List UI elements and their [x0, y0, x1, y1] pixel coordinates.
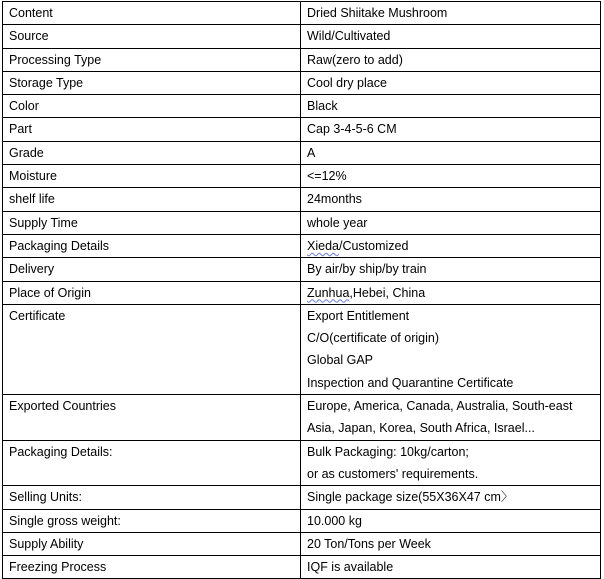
value-line: Asia, Japan, Korea, South Africa, Israel...: [307, 421, 535, 436]
row-label: Supply Ability: [3, 532, 301, 555]
table-row: [3, 486, 601, 509]
row-value: Single package size(55X36X47 cm〉: [301, 486, 601, 509]
table-row: [3, 556, 601, 579]
table-row: [3, 118, 601, 141]
row-value: Dried Shiitake Mushroom: [301, 2, 601, 25]
row-value: whole year: [301, 211, 601, 234]
row-value: 10.000 kg: [301, 509, 601, 532]
row-value: [301, 281, 601, 304]
row-value: IQF is available: [301, 556, 601, 579]
row-value: 24months: [301, 188, 601, 211]
row-value-text: /Customized: [338, 238, 409, 253]
row-label: Packaging Details:: [3, 440, 301, 486]
row-label: Processing Type: [3, 48, 301, 71]
row-label: Freezing Process: [3, 556, 301, 579]
row-value: [301, 395, 601, 441]
product-spec-table: [2, 1, 601, 579]
row-value: A: [301, 141, 601, 164]
row-label: Storage Type: [3, 71, 301, 94]
row-label: Exported Countries: [3, 395, 301, 441]
row-label: Certificate: [3, 304, 301, 394]
table-row: [3, 258, 601, 281]
value-line: Global GAP: [307, 353, 374, 368]
table-row: [3, 304, 601, 394]
row-label: Part: [3, 118, 301, 141]
spellcheck-word: Zunhua: [307, 285, 350, 300]
table-row: [3, 48, 601, 71]
value-line: Inspection and Quarantine Certificate: [307, 375, 514, 390]
value-line: Export Entitlement: [307, 308, 410, 323]
table-row: [3, 25, 601, 48]
table-row: [3, 234, 601, 257]
row-value: Black: [301, 95, 601, 118]
row-label: Place of Origin: [3, 281, 301, 304]
table-row: [3, 395, 601, 441]
row-value: By air/by ship/by train: [301, 258, 601, 281]
row-label: Content: [3, 2, 301, 25]
row-value: [301, 234, 601, 257]
table-row-header: [3, 2, 601, 25]
row-value-text: ,Hebei, China: [349, 285, 426, 300]
table-row: [3, 141, 601, 164]
value-line: C/O(certificate of origin): [307, 331, 439, 346]
table-row: [3, 188, 601, 211]
row-value: <=12%: [301, 165, 601, 188]
table-row: [3, 532, 601, 555]
row-label: Color: [3, 95, 301, 118]
row-label: Single gross weight:: [3, 509, 301, 532]
row-value: Cap 3-4-5-6 CM: [301, 118, 601, 141]
spellcheck-word: Xieda: [307, 238, 339, 253]
table-row: [3, 281, 601, 304]
row-label: shelf life: [3, 188, 301, 211]
row-value: 20 Ton/Tons per Week: [301, 532, 601, 555]
row-label: Moisture: [3, 165, 301, 188]
row-label: Supply Time: [3, 211, 301, 234]
value-line: Europe, America, Canada, Australia, South-east: [307, 399, 573, 414]
row-value: Cool dry place: [301, 71, 601, 94]
table-row: [3, 71, 601, 94]
row-label: Selling Units:: [3, 486, 301, 509]
table-row: [3, 440, 601, 486]
table-row: [3, 509, 601, 532]
table-row: [3, 95, 601, 118]
value-line: Bulk Packaging: 10kg/carton;: [307, 444, 469, 459]
row-value: Wild/Cultivated: [301, 25, 601, 48]
row-label: Packaging Details: [3, 234, 301, 257]
row-value: Raw(zero to add): [301, 48, 601, 71]
row-value: [301, 304, 601, 394]
row-value: [301, 440, 601, 486]
row-label: Delivery: [3, 258, 301, 281]
value-line: or as customers' requirements.: [307, 466, 479, 481]
row-label: Grade: [3, 141, 301, 164]
table-row: [3, 165, 601, 188]
row-label: Source: [3, 25, 301, 48]
table-row: [3, 211, 601, 234]
